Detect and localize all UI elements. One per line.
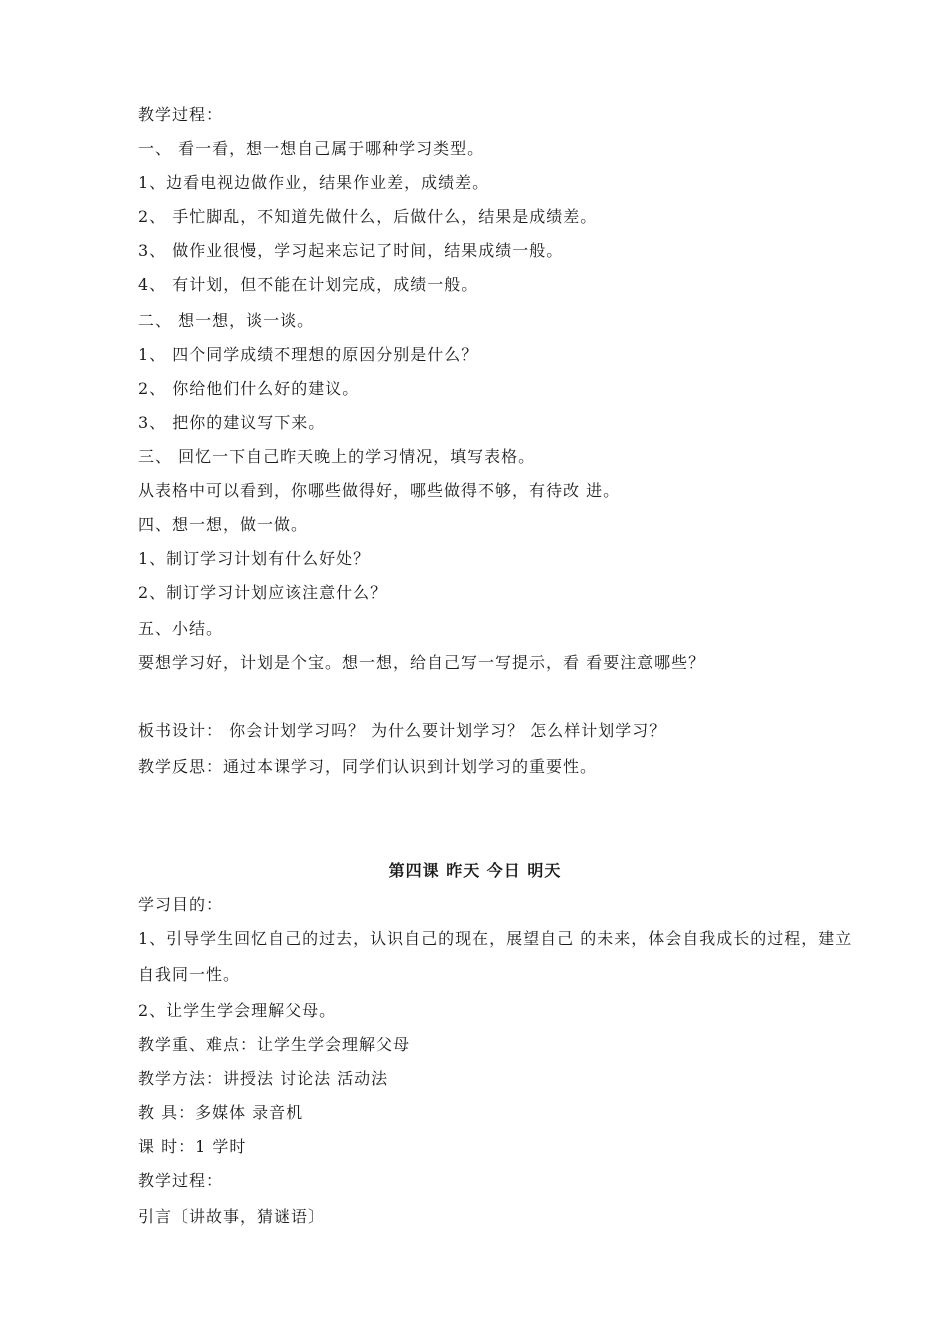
part1-item: 3、 做作业很慢，学习起来忘记了时间，结果成绩一般。 bbox=[138, 241, 564, 260]
goal-1: 1、引导学生回忆自己的过去，认识自己的现在，展望自己 的未来，体会自我成长的过程，建立自我同一性。 bbox=[138, 929, 853, 984]
part4-item: 2、制订学习计划应该注意什么？ bbox=[138, 583, 388, 602]
part3-title: 三、 回忆一下自己昨天晚上的学习情况，填写表格。 bbox=[138, 447, 536, 466]
lesson-title: 第四课 昨天 今日 明天 bbox=[388, 861, 562, 880]
teaching-tools: 教 具：多媒体 录音机 bbox=[138, 1103, 304, 1122]
part1-item: 2、 手忙脚乱，不知道先做什么，后做什么，结果是成绩差。 bbox=[138, 207, 598, 226]
part1-title: 一、 看一看，想一想自己属于哪种学习类型。 bbox=[138, 139, 485, 158]
introduction: 引言〔讲故事，猜谜语〕 bbox=[138, 1207, 326, 1226]
part5-text: 要想学习好，计划是个宝。想一想，给自己写一写提示，看 看要注意哪些？ bbox=[138, 653, 706, 672]
key-points: 教学重、难点：让学生学会理解父母 bbox=[138, 1035, 411, 1054]
goals-heading: 学习目的： bbox=[138, 895, 224, 914]
teaching-methods: 教学方法：讲授法 讨论法 活动法 bbox=[138, 1069, 389, 1088]
part4-item: 1、制订学习计划有什么好处？ bbox=[138, 549, 371, 568]
teaching-reflection: 教学反思：通过本课学习，同学们认识到计划学习的重要性。 bbox=[138, 757, 598, 776]
part2-title: 二、 想一想，谈一谈。 bbox=[138, 311, 315, 330]
goal-2: 2、让学生学会理解父母。 bbox=[138, 1001, 337, 1020]
part1-item: 1、边看电视边做作业，结果作业差，成绩差。 bbox=[138, 173, 490, 192]
part2-item: 3、 把你的建议写下来。 bbox=[138, 413, 326, 432]
part4-title: 四、想一想，做一做。 bbox=[138, 515, 309, 534]
part2-item: 2、 你给他们什么好的建议。 bbox=[138, 379, 360, 398]
part5-title: 五、小结。 bbox=[138, 619, 224, 638]
part3-text: 从表格中可以看到，你哪些做得好，哪些做得不够，有待改 进。 bbox=[138, 481, 621, 500]
class-hours: 课 时：1 学时 bbox=[138, 1137, 247, 1156]
process-heading-2: 教学过程： bbox=[138, 1171, 224, 1190]
board-design: 板书设计： 你会计划学习吗？ 为什么要计划学习？ 怎么样计划学习？ bbox=[138, 721, 667, 740]
part2-item: 1、 四个同学成绩不理想的原因分别是什么？ bbox=[138, 345, 479, 364]
part1-item: 4、 有计划，但不能在计划完成，成绩一般。 bbox=[138, 275, 479, 294]
process-heading: 教学过程： bbox=[138, 105, 224, 124]
